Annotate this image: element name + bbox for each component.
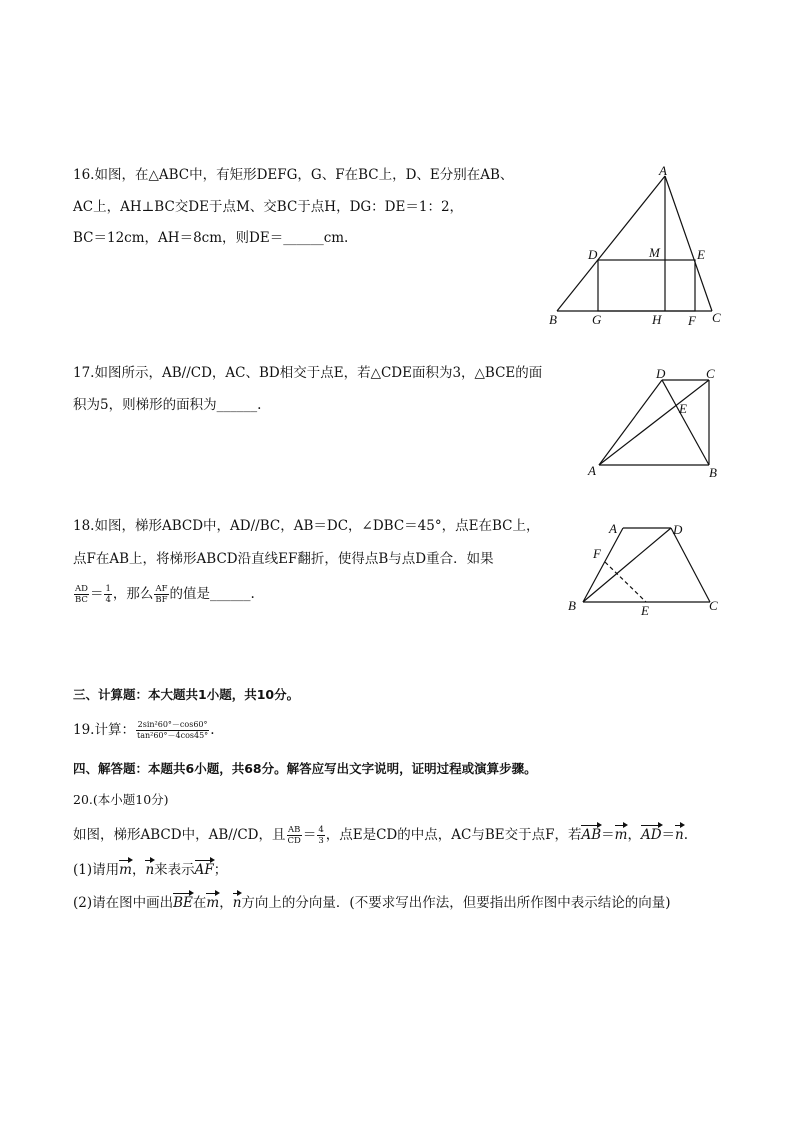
q20-frac-ab-cd — [287, 825, 302, 846]
q19-prefix: 19.计算： — [73, 722, 135, 738]
q16-label-g: G — [592, 312, 602, 327]
q18-frac-af: AF — [155, 584, 168, 594]
q20-line-1 — [73, 824, 688, 846]
q16-label-c: C — [712, 310, 721, 325]
q20-end: . — [683, 827, 689, 843]
q20-eq-m: ＝ — [601, 827, 615, 843]
q20-l1a: 如图，梯形ABCD中，AB//CD，且 — [73, 827, 286, 843]
q20-l1b: ，点E是CD的中点，AC与BE交于点F，若 — [325, 827, 582, 843]
q18-mid: ，那么 — [112, 586, 154, 602]
q18-frac-bc: BC — [75, 595, 88, 605]
q19-denominator: tan²60°－4cos45° — [136, 731, 209, 740]
q17-label-a: A — [588, 463, 596, 478]
q16-figure — [545, 163, 725, 333]
q20-p1a: (1)请用 — [73, 862, 120, 878]
q20-p1c: ， — [131, 862, 146, 878]
q19-fraction — [136, 720, 209, 741]
q18-eq: ＝ — [89, 586, 104, 602]
q16-label-f: F — [688, 313, 696, 328]
section-4-heading: 四、解答题：本题共6小题，共68分。解答应写出文字说明，证明过程或演算步骤。 — [73, 761, 537, 776]
q20-p2a: (2)请在图中画出 — [73, 895, 174, 911]
q20-p1-vec-m: m — [119, 859, 132, 879]
q16-label-h: H — [652, 312, 662, 327]
q17-line-1: 17.如图所示，AB//CD，AC、BD相交于点E，若△CDE面积为3，△BCE的面 — [73, 365, 543, 381]
q17-label-b: B — [709, 465, 717, 480]
q18-label-d: D — [673, 522, 683, 537]
q17-line-2: 积为5，则梯形的面积为______. — [73, 397, 262, 413]
q17-label-e: E — [679, 401, 687, 416]
q16-line-3: BC＝12cm，AH＝8cm，则DE＝______cm. — [73, 230, 349, 246]
q19-suffix: . — [210, 722, 215, 738]
q20-p2b: 在 — [192, 895, 207, 911]
q18-label-c: C — [709, 598, 718, 613]
q19-line — [73, 720, 214, 741]
q18-frac-af-bf — [154, 584, 168, 605]
q18-line-2: 点F在AB上，将梯形ABCD沿直线EF翻折，使得点B与点D重合．如果 — [73, 551, 494, 567]
q18-line-1: 18.如图，梯形ABCD中，AD//BC，AB＝DC，∠DBC＝45°，点E在BC上， — [73, 518, 540, 534]
q20-frac-3: 3 — [318, 836, 324, 846]
q20-eq1: ＝ — [302, 827, 317, 843]
q18-figure — [560, 517, 730, 627]
q20-vec-ad: AD — [641, 824, 662, 844]
q18-tail: 的值是______. — [169, 586, 255, 602]
q20-frac-ab: AB — [287, 825, 301, 835]
q18-frac-bf: BF — [155, 595, 168, 605]
q20-frac-4-3 — [317, 825, 324, 846]
q20-frac-4: 4 — [318, 825, 324, 835]
q18-frac-ad: AD — [75, 584, 88, 594]
q17-label-d: D — [656, 366, 666, 381]
q18-frac-4: 4 — [105, 595, 111, 605]
q20-p1-vec-n: n — [145, 859, 154, 879]
q20-p2-vec-n: n — [233, 892, 242, 912]
q20-comma: ， — [627, 827, 641, 843]
q20-vec-m: m — [615, 824, 628, 844]
q16-label-e: E — [697, 247, 705, 262]
q18-frac-1-4 — [104, 584, 111, 605]
q20-vec-ab: AB — [581, 824, 601, 844]
q20-part-2 — [73, 892, 670, 912]
q20-p2-vec-be: BE — [173, 892, 193, 912]
q18-frac-ad-bc — [74, 584, 89, 605]
q17-figure — [585, 365, 725, 485]
q20-p1b: 来表示 — [154, 862, 195, 878]
q20-head: 20.(本小题10分) — [73, 792, 169, 807]
q18-label-b: B — [568, 598, 576, 613]
q16-line-1: 16.如图，在△ABC中，有矩形DEFG，G、F在BC上，D、E分别在AB、 — [73, 167, 514, 183]
q20-vec-n: n — [675, 824, 684, 844]
q18-frac-1: 1 — [105, 584, 111, 594]
q19-numerator: 2sin²60°－cos60° — [137, 720, 208, 729]
q20-p1-vec-af: AF — [195, 859, 214, 879]
q16-label-m: M — [649, 245, 660, 260]
q18-label-a: A — [609, 521, 617, 536]
q20-p2c: ， — [219, 895, 233, 911]
q20-p2d: 方向上的分向量．(不要求写出作法，但要指出所作图中表示结论的向量) — [241, 895, 671, 911]
q16-line-2: AC上，AH⊥BC交DE于点M、交BC于点H，DG：DE＝1：2， — [73, 199, 464, 215]
q16-label-a: A — [659, 163, 667, 178]
q20-p2-vec-m: m — [206, 892, 219, 912]
q20-frac-cd: CD — [287, 836, 301, 846]
q16-label-b: B — [549, 312, 557, 327]
q20-eq-n: ＝ — [661, 827, 676, 843]
q20-part-1 — [73, 859, 227, 879]
q18-line-3 — [73, 584, 255, 605]
q18-label-f: F — [593, 546, 601, 561]
q18-label-e: E — [641, 603, 649, 618]
q17-label-c: C — [706, 366, 715, 381]
q16-label-d: D — [588, 247, 598, 262]
section-3-heading: 三、计算题：本大题共1小题，共10分。 — [73, 687, 300, 702]
q20-p1end: ； — [213, 862, 228, 878]
